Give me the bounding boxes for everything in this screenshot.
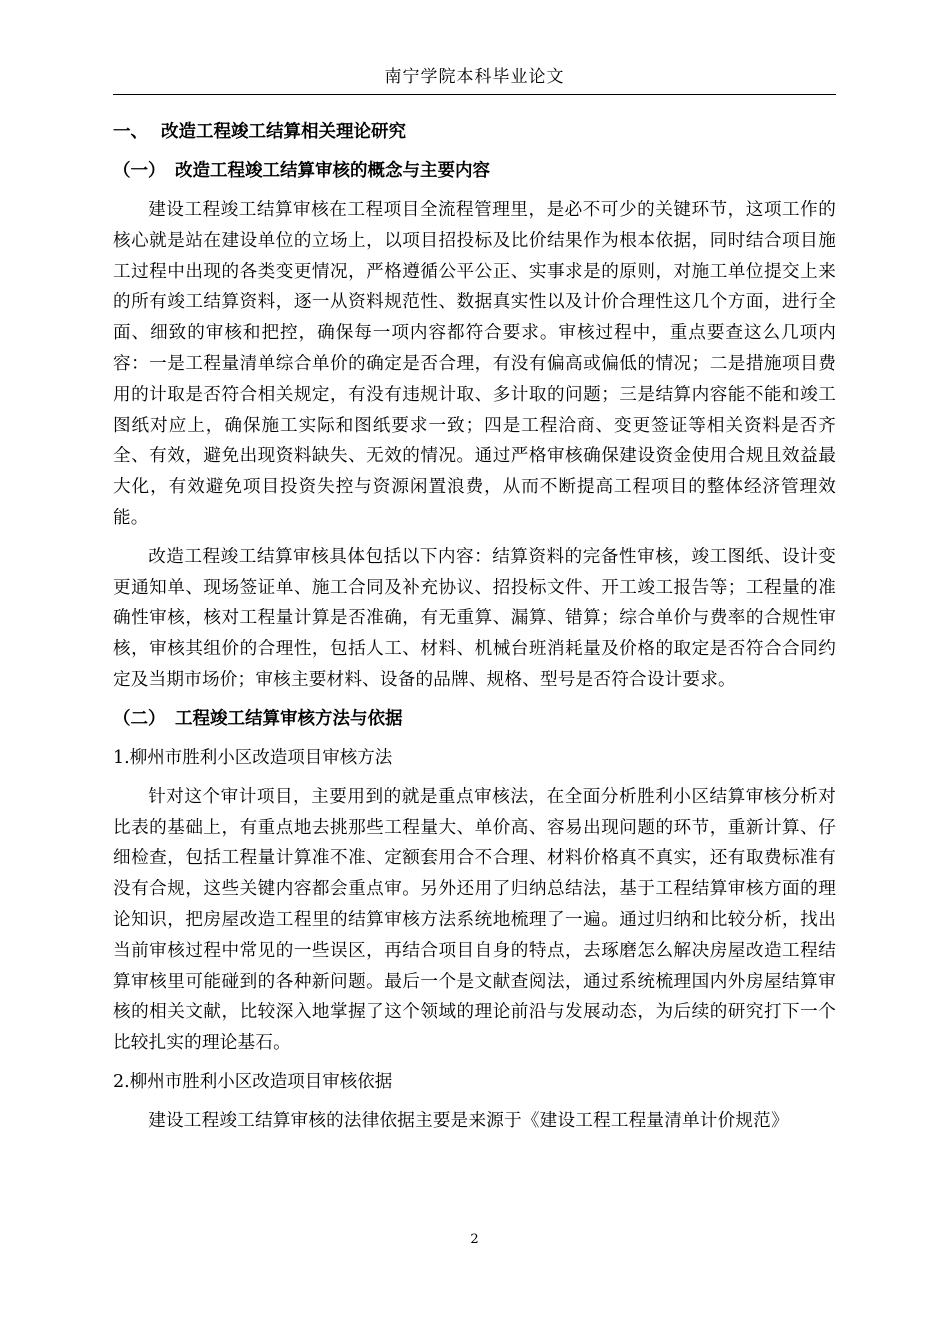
page-number: 2 xyxy=(470,1232,479,1247)
paragraph: 针对这个审计项目，主要用到的就是重点审核法，在全面分析胜利小区结算审核分析对比表的基础上，有重点地去挑那些工程量大、单价高、容易出现问题的环节，重新计算、仔细检查，包括工程量计算准不准、定额套用合不合理、材料价格真不真实，还有取费标准有没有合规，这些关键内容都会重点审。另外还用了归纳总结法，基于工程结算审核方面的理论知识，把房屋改造工程里的结算审核方法系统地梳理了一遍。通过归纳和比较分析，找出当前审核过程中常见的一些误区，再结合项目自身的特点，去琢磨怎么解决房屋改造工程结算审核里可能碰到的各种新问题。最后一个是文献查阅法，通过系统梳理国内外房屋结算审核的相关文献，比较深入地掌握了这个领域的理论前沿与发展动态，为后续的研究打下一个比较扎实的理论基石。 xyxy=(113,786,836,1054)
subsection-number: （二） xyxy=(113,708,166,729)
paragraph: 建设工程竣工结算审核的法律依据主要是来源于《建设工程工程量清单计价规范》 xyxy=(148,1110,789,1131)
subsection-title: 改造工程竣工结算审核的概念与主要内容 xyxy=(175,161,490,181)
sub-subsection-heading-2: 2.柳州市胜利小区改造项目审核依据 xyxy=(113,1071,393,1092)
paragraph: 改造工程竣工结算审核具体包括以下内容：结算资料的完备性审核，竣工图纸、设计变更通知单、现场签证单、施工合同及补充协议、招投标文件、开工竣工报告等；工程量的准确性审核，核对工程量计算是否准确，有无重算、漏算、错算；综合单价与费率的合规性审核，审核其组价的合理性，包括人工、材料、机械台班消耗量及价格的取定是否符合合同约定及当期市场价；审核主要材料、设备的品牌、规格、型号是否符合设计要求。 xyxy=(113,546,836,690)
section-number: 一、 xyxy=(113,122,148,142)
header-divider xyxy=(113,94,836,95)
paragraph: 建设工程竣工结算审核在工程项目全流程管理里，是必不可少的关键环节，这项工作的核心就是站在建设单位的立场上，以项目招投标及比价结果作为根本依据，同时结合项目施工过程中出现的各类变更情况，严格遵循公平公正、实事求是的原则，对施工单位提交上来的所有竣工结算资料，逐一从资料规范性、数据真实性以及计价合理性这几个方面，进行全面、细致的审核和把控，确保每一项内容都符合要求。审核过程中，重点要查这么几项内容：一是工程量清单综合单价的确定是否合理，有没有偏高或偏低的情况；二是措施项目费用的计取是否符合相关规定，有没有违规计取、多计取的问题；三是结算内容能不能和竣工图纸对应上，确保施工实际和图纸要求一致；四是工程洽商、变更签证等相关资料是否齐全、有效，避免出现资料缺失、无效的情况。通过严格审核确保建设资金使用合规且效益最大化，有效避免项目投资失控与资源闲置浪费，从而不断提高工程项目的整体经济管理效能。 xyxy=(113,200,836,528)
sub-subsection-heading-1: 1.柳州市胜利小区改造项目审核方法 xyxy=(113,747,393,768)
running-header: 南宁学院本科毕业论文 xyxy=(384,67,565,87)
subsection-heading-1 xyxy=(113,156,836,186)
subsection-title: 工程竣工结算审核方法与依据 xyxy=(175,708,403,729)
section-title: 改造工程竣工结算相关理论研究 xyxy=(161,122,406,142)
subsection-heading-2 xyxy=(113,704,836,734)
subsection-number: （一） xyxy=(113,161,166,181)
section-heading-1 xyxy=(113,117,836,147)
page-body xyxy=(113,117,836,1145)
